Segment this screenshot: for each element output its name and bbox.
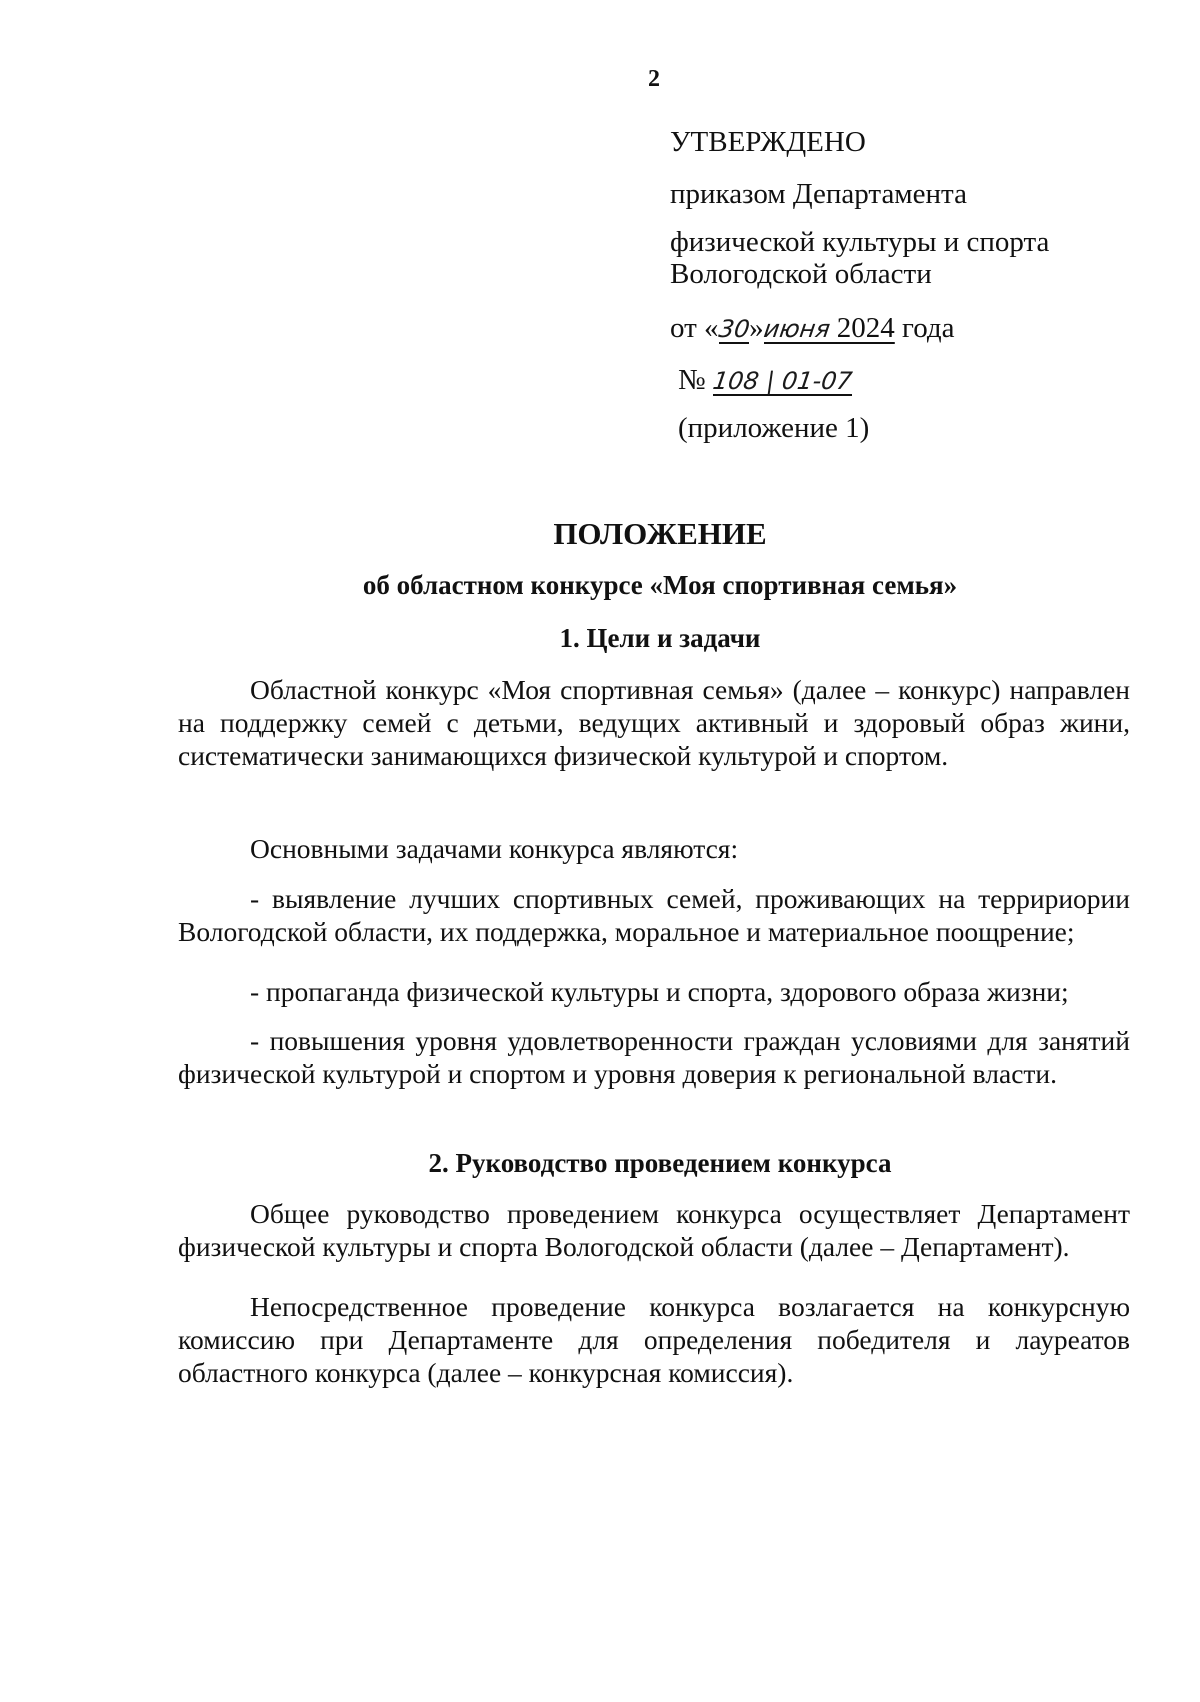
- date-year: 2024: [836, 312, 895, 344]
- document-subtitle: об областном конкурсе «Моя спортивная семья»: [362, 570, 958, 600]
- number-prefix: №: [678, 364, 706, 396]
- date-mid: »: [749, 312, 764, 344]
- date-suffix: года: [902, 312, 955, 344]
- approval-stamp: [670, 126, 1150, 444]
- section1-paragraph-5: - повышения уровня удовлетворенности граждан условиями для занятий физической культурой и спортом и уровня доверия к региональной власти.: [178, 1025, 1130, 1089]
- section1-heading: 1. Цели и задачи: [559, 623, 761, 653]
- handwritten-number: 108 | 01-07: [710, 367, 854, 395]
- section2-paragraph-1: Общее руководство проведением конкурса осуществляет Департамент физической культуры и спорта Вологодской области (далее – Департамент).: [178, 1198, 1130, 1262]
- approval-date: [670, 312, 1150, 344]
- handwritten-day: 30: [716, 315, 752, 343]
- section2-paragraph-2: Непосредственное проведение конкурса возлагается на конкурсную комиссию при Департаменте для определения победителя и лауреатов областного конкурса (далее – конкурсная комиссия).: [178, 1291, 1130, 1388]
- document-title: ПОЛОЖЕНИЕ: [553, 516, 767, 551]
- date-prefix: от «: [670, 312, 719, 344]
- section1-paragraph-4: - пропаганда физической культуры и спорта, здорового образа жизни;: [250, 976, 1069, 1007]
- section1-paragraph-2: Основными задачами конкурса являются:: [250, 833, 739, 864]
- approval-dept-line2: Вологодской области: [670, 258, 932, 290]
- approval-title: УТВЕРЖДЕНО: [670, 126, 866, 158]
- date-month-field: [761, 315, 837, 344]
- handwritten-month: июня: [761, 315, 832, 343]
- date-day-field: [716, 315, 752, 344]
- approval-number: [670, 364, 1150, 396]
- approval-annex: (приложение 1): [678, 412, 870, 444]
- approval-dept-line1: физической культуры и спорта: [670, 226, 1050, 258]
- section1-paragraph-3: - выявление лучших спортивных семей, проживающих на терририории Вологодской области, их поддержка, моральное и материальное поощрение;: [178, 883, 1130, 947]
- section2-heading: 2. Руководство проведением конкурса: [428, 1148, 892, 1178]
- number-field: [710, 367, 854, 396]
- page-number: 2: [648, 66, 660, 92]
- approval-by: приказом Департамента: [670, 178, 967, 210]
- section1-paragraph-1: Областной конкурс «Моя спортивная семья» (далее – конкурс) направлен на поддержку семей с детьми, ведущих активный и здоровый образ жини, систематически занимающихся физической культурой и спортом.: [178, 674, 1130, 771]
